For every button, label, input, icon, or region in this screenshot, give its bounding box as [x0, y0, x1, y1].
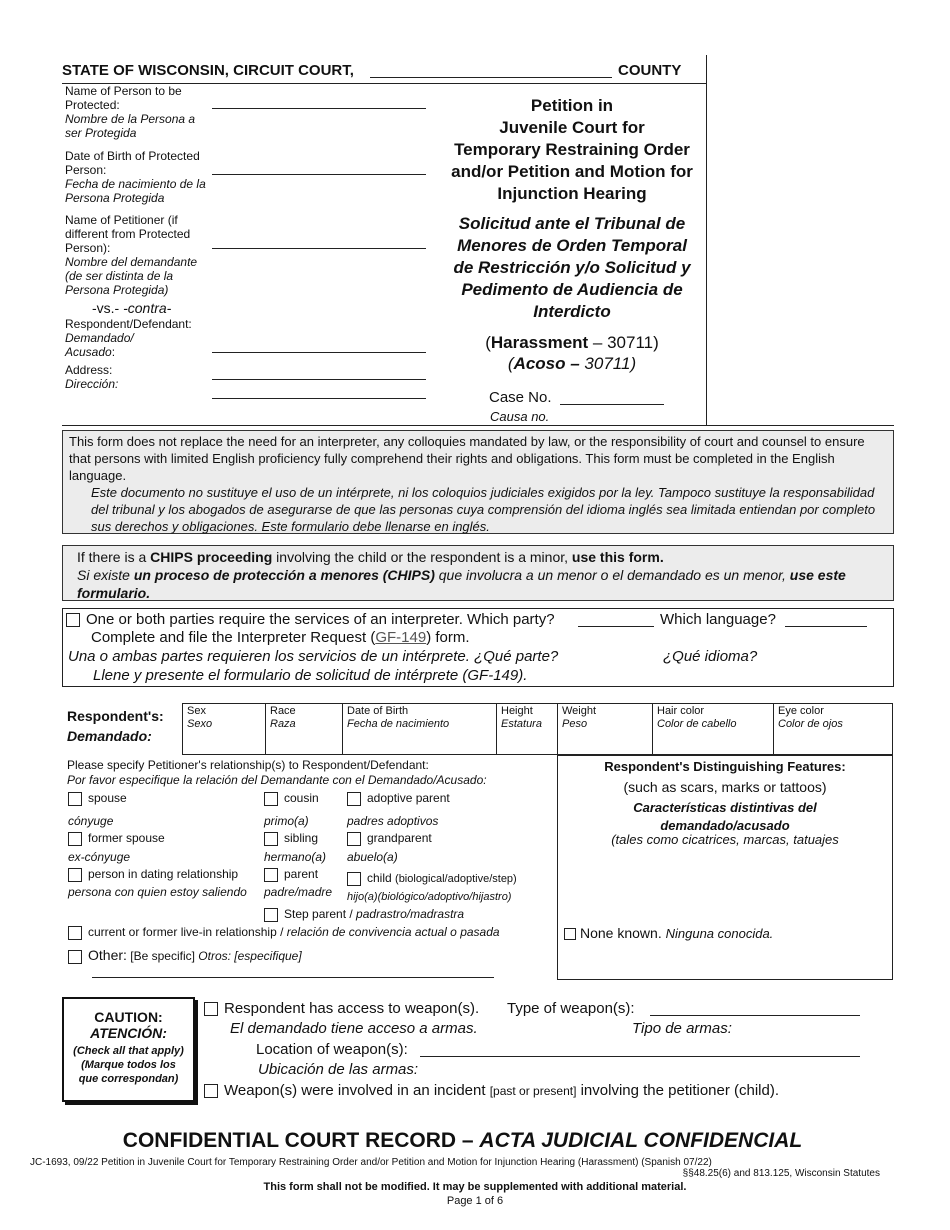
causa-no-label: Causa no.	[490, 409, 550, 424]
former-spouse-es: ex-cónyuge	[68, 850, 131, 864]
parent-es: padre/madre	[264, 885, 333, 899]
state-court-heading: STATE OF WISCONSIN, CIRCUIT COURT,	[62, 62, 354, 79]
protected-name-field[interactable]	[212, 108, 426, 109]
petitioner-name-label: Name of Petitioner (if different from Protected Person): Nombre del demandante (de ser distinta de la Persona Protegida)	[65, 213, 198, 297]
interpreter-line-2: Complete and file the Interpreter Request (GF-149) form.	[91, 629, 470, 646]
notice-spanish: Este documento no sustituye el uso de un intérprete, ni los coloquios judiciales exigidos por la ley. Tampoco sustituye la responsabilidad del tribunal y los abogados de asegurarse de que las personas cuya comprensión del idioma inglés sea limitada entiendan por completo sus derechos y obligaciones. Este formulario debe llenarse en inglés.	[91, 485, 876, 534]
gf-149-link[interactable]: GF-149	[375, 629, 427, 646]
case-no-field[interactable]	[560, 404, 664, 405]
respondent-name-field[interactable]	[212, 352, 426, 353]
grandparent-es: abuelo(a)	[347, 850, 398, 864]
dating-es: persona con quien estoy saliendo	[68, 885, 247, 899]
sex-cell[interactable]: Sex Sexo	[187, 705, 213, 730]
notice-english: This form does not replace the need for an interpreter, any colloquies mandated by law, or the responsibility of court and counsel to ensure that persons with limited English proficiency fully comprehend their rights and obligations. This form must be completed in the English language.	[69, 434, 865, 483]
interpreter-notice-box	[62, 430, 894, 534]
other-specify-field[interactable]	[92, 977, 494, 978]
modification-notice: This form shall not be modified. It may be supplemented with additional material.	[263, 1181, 687, 1193]
which-language-field[interactable]	[785, 626, 867, 627]
adoptive-es: padres adoptivos	[347, 814, 439, 828]
chips-spanish: Si existe un proceso de protección a menores (CHIPS) que involucra a un menor o el demandado es un menor, use este formulario.	[77, 567, 846, 601]
relationship-prompt: Please specify Petitioner's relationship(s) to Respondent/Defendant: Por favor especifique la relación del Demandante con el Demandado/Acusado:	[67, 758, 487, 787]
protected-dob-field[interactable]	[212, 174, 426, 175]
hair-color-cell[interactable]: Hair color Color de cabello	[657, 705, 737, 730]
page-number: Page 1 of 6	[446, 1195, 504, 1207]
petition-title: Petition in Juvenile Court for Temporary Restraining Order and/or Petition and Motion for Injunction Hearing	[451, 96, 693, 203]
interpreter-left-rule	[62, 608, 63, 686]
county-input-line[interactable]	[370, 77, 612, 78]
features-heading-es: Características distintivas del demandado/acusado	[633, 800, 817, 833]
dating-option[interactable]: person in dating relationship	[68, 867, 238, 882]
weight-cell[interactable]: Weight Peso	[562, 705, 597, 730]
respondent-label: Respondent/Defendant: Demandado/ Acusado:	[65, 317, 192, 359]
interpreter-right-rule	[893, 608, 894, 686]
which-language-label: Which language?	[660, 611, 776, 628]
weapon-access-es: El demandado tiene acceso a armas.	[230, 1020, 478, 1037]
case-no-label: Case No.	[489, 389, 552, 406]
cousin-option[interactable]: cousin	[264, 791, 319, 806]
weapon-location-es: Ubicación de las armas:	[258, 1061, 419, 1078]
other-option[interactable]: Other: [Be specific] Otros: [especifique]	[68, 948, 302, 964]
chips-english: If there is a CHIPS proceeding involving the child or the respondent is a minor, use this form.	[77, 549, 664, 565]
address-label: Address: Dirección:	[65, 363, 119, 391]
adoptive-parent-option[interactable]: adoptive parent	[347, 791, 450, 806]
former-spouse-option[interactable]: former spouse	[68, 831, 165, 846]
address-field-2[interactable]	[212, 398, 426, 399]
step-parent-option[interactable]: Step parent / padrastro/madrastra	[264, 907, 464, 922]
sibling-option[interactable]: sibling	[264, 831, 318, 846]
live-in-option[interactable]: current or former live-in relationship / relación de convivencia actual o pasada	[68, 925, 500, 940]
race-cell[interactable]: Race Raza	[270, 705, 296, 730]
petition-title-spanish: Solicitud ante el Tribunal de Menores de Orden Temporal de Restricción y/o Solicitud y Pedimento de Audiencia de Interdicto	[453, 214, 691, 321]
child-option[interactable]: child (biological/adoptive/step)	[347, 871, 517, 886]
none-known-option[interactable]: None known. Ninguna conocida.	[564, 925, 773, 941]
dob-cell[interactable]: Date of Birth Fecha de nacimiento	[347, 705, 450, 730]
interpreter-spanish-1: Una o ambas partes requieren los servicios de un intérprete. ¿Qué parte?	[68, 648, 559, 665]
which-party-field[interactable]	[578, 626, 654, 627]
features-sub-es: (tales como cicatrices, marcas, tatuajes	[611, 832, 839, 847]
form-id: JC-1693, 09/22 Petition in Juvenile Court for Temporary Restraining Order and/or Petition and Motion for Injunction Hearing (Harassment) (Spanish 07/22)	[30, 1157, 712, 1168]
weapon-type-field[interactable]	[650, 1015, 860, 1016]
interpreter-spanish-language: ¿Qué idioma?	[663, 648, 758, 665]
weapon-location-label: Location of weapon(s):	[256, 1041, 408, 1058]
harassment-code: (Harassment – 30711) (Acoso – 30711)	[485, 333, 659, 373]
features-heading: Respondent's Distinguishing Features: (such as scars, marks or tattoos)	[604, 759, 846, 795]
confidential-record-heading: CONFIDENTIAL COURT RECORD – ACTA JUDICIAL CONFIDENCIAL	[122, 1129, 803, 1152]
vs-label: -vs.- -contra-	[92, 300, 172, 316]
interpreter-top-rule	[62, 608, 894, 609]
weapon-type-es: Tipo de armas:	[632, 1020, 732, 1037]
petitioner-name-field[interactable]	[212, 248, 426, 249]
weapon-type-label: Type of weapon(s):	[507, 1000, 635, 1017]
spouse-option[interactable]: spouse	[68, 791, 127, 806]
spouse-es: cónyuge	[68, 814, 114, 828]
interpreter-bottom-rule	[62, 686, 894, 687]
weapon-location-field[interactable]	[420, 1056, 860, 1057]
weapon-incident-option[interactable]: Weapon(s) were involved in an incident [past or present] involving the petitioner (child).	[204, 1082, 779, 1099]
grandparent-option[interactable]: grandparent	[347, 831, 432, 846]
address-field-1[interactable]	[212, 379, 426, 380]
caption-bottom-divider	[62, 425, 894, 426]
sibling-es: hermano(a)	[264, 850, 327, 864]
eye-color-cell[interactable]: Eye color Color de ojos	[778, 705, 843, 730]
county-label: COUNTY	[618, 62, 682, 79]
statutes: §§48.25(6) and 813.125, Wisconsin Statutes	[682, 1168, 880, 1179]
interpreter-spanish-2: Llene y presente el formulario de solicitud de intérprete (GF-149).	[93, 667, 528, 684]
respondent-table-label: Respondent's: Demandado:	[67, 708, 164, 744]
weapon-access-option[interactable]: Respondent has access to weapon(s).	[204, 1000, 479, 1017]
interpreter-line-1: One or both parties require the services of an interpreter. Which party?	[66, 611, 555, 628]
interpreter-checkbox[interactable]	[66, 613, 80, 627]
chips-notice-box	[62, 545, 894, 601]
parent-option[interactable]: parent	[264, 867, 318, 882]
cousin-es: primo(a)	[264, 814, 309, 828]
protected-name-label: Name of Person to be Protected: Nombre de la Persona a ser Protegida	[65, 84, 196, 140]
caution-box: CAUTION: ATENCIÓN: (Check all that apply) (Marque todos los que correspondan)	[62, 997, 195, 1102]
height-cell[interactable]: Height Estatura	[501, 705, 542, 730]
protected-dob-label: Date of Birth of Protected Person: Fecha de nacimiento de la Persona Protegida	[65, 149, 206, 205]
child-es: hijo(a)(biológico/adoptivo/hijastro)	[347, 891, 512, 903]
